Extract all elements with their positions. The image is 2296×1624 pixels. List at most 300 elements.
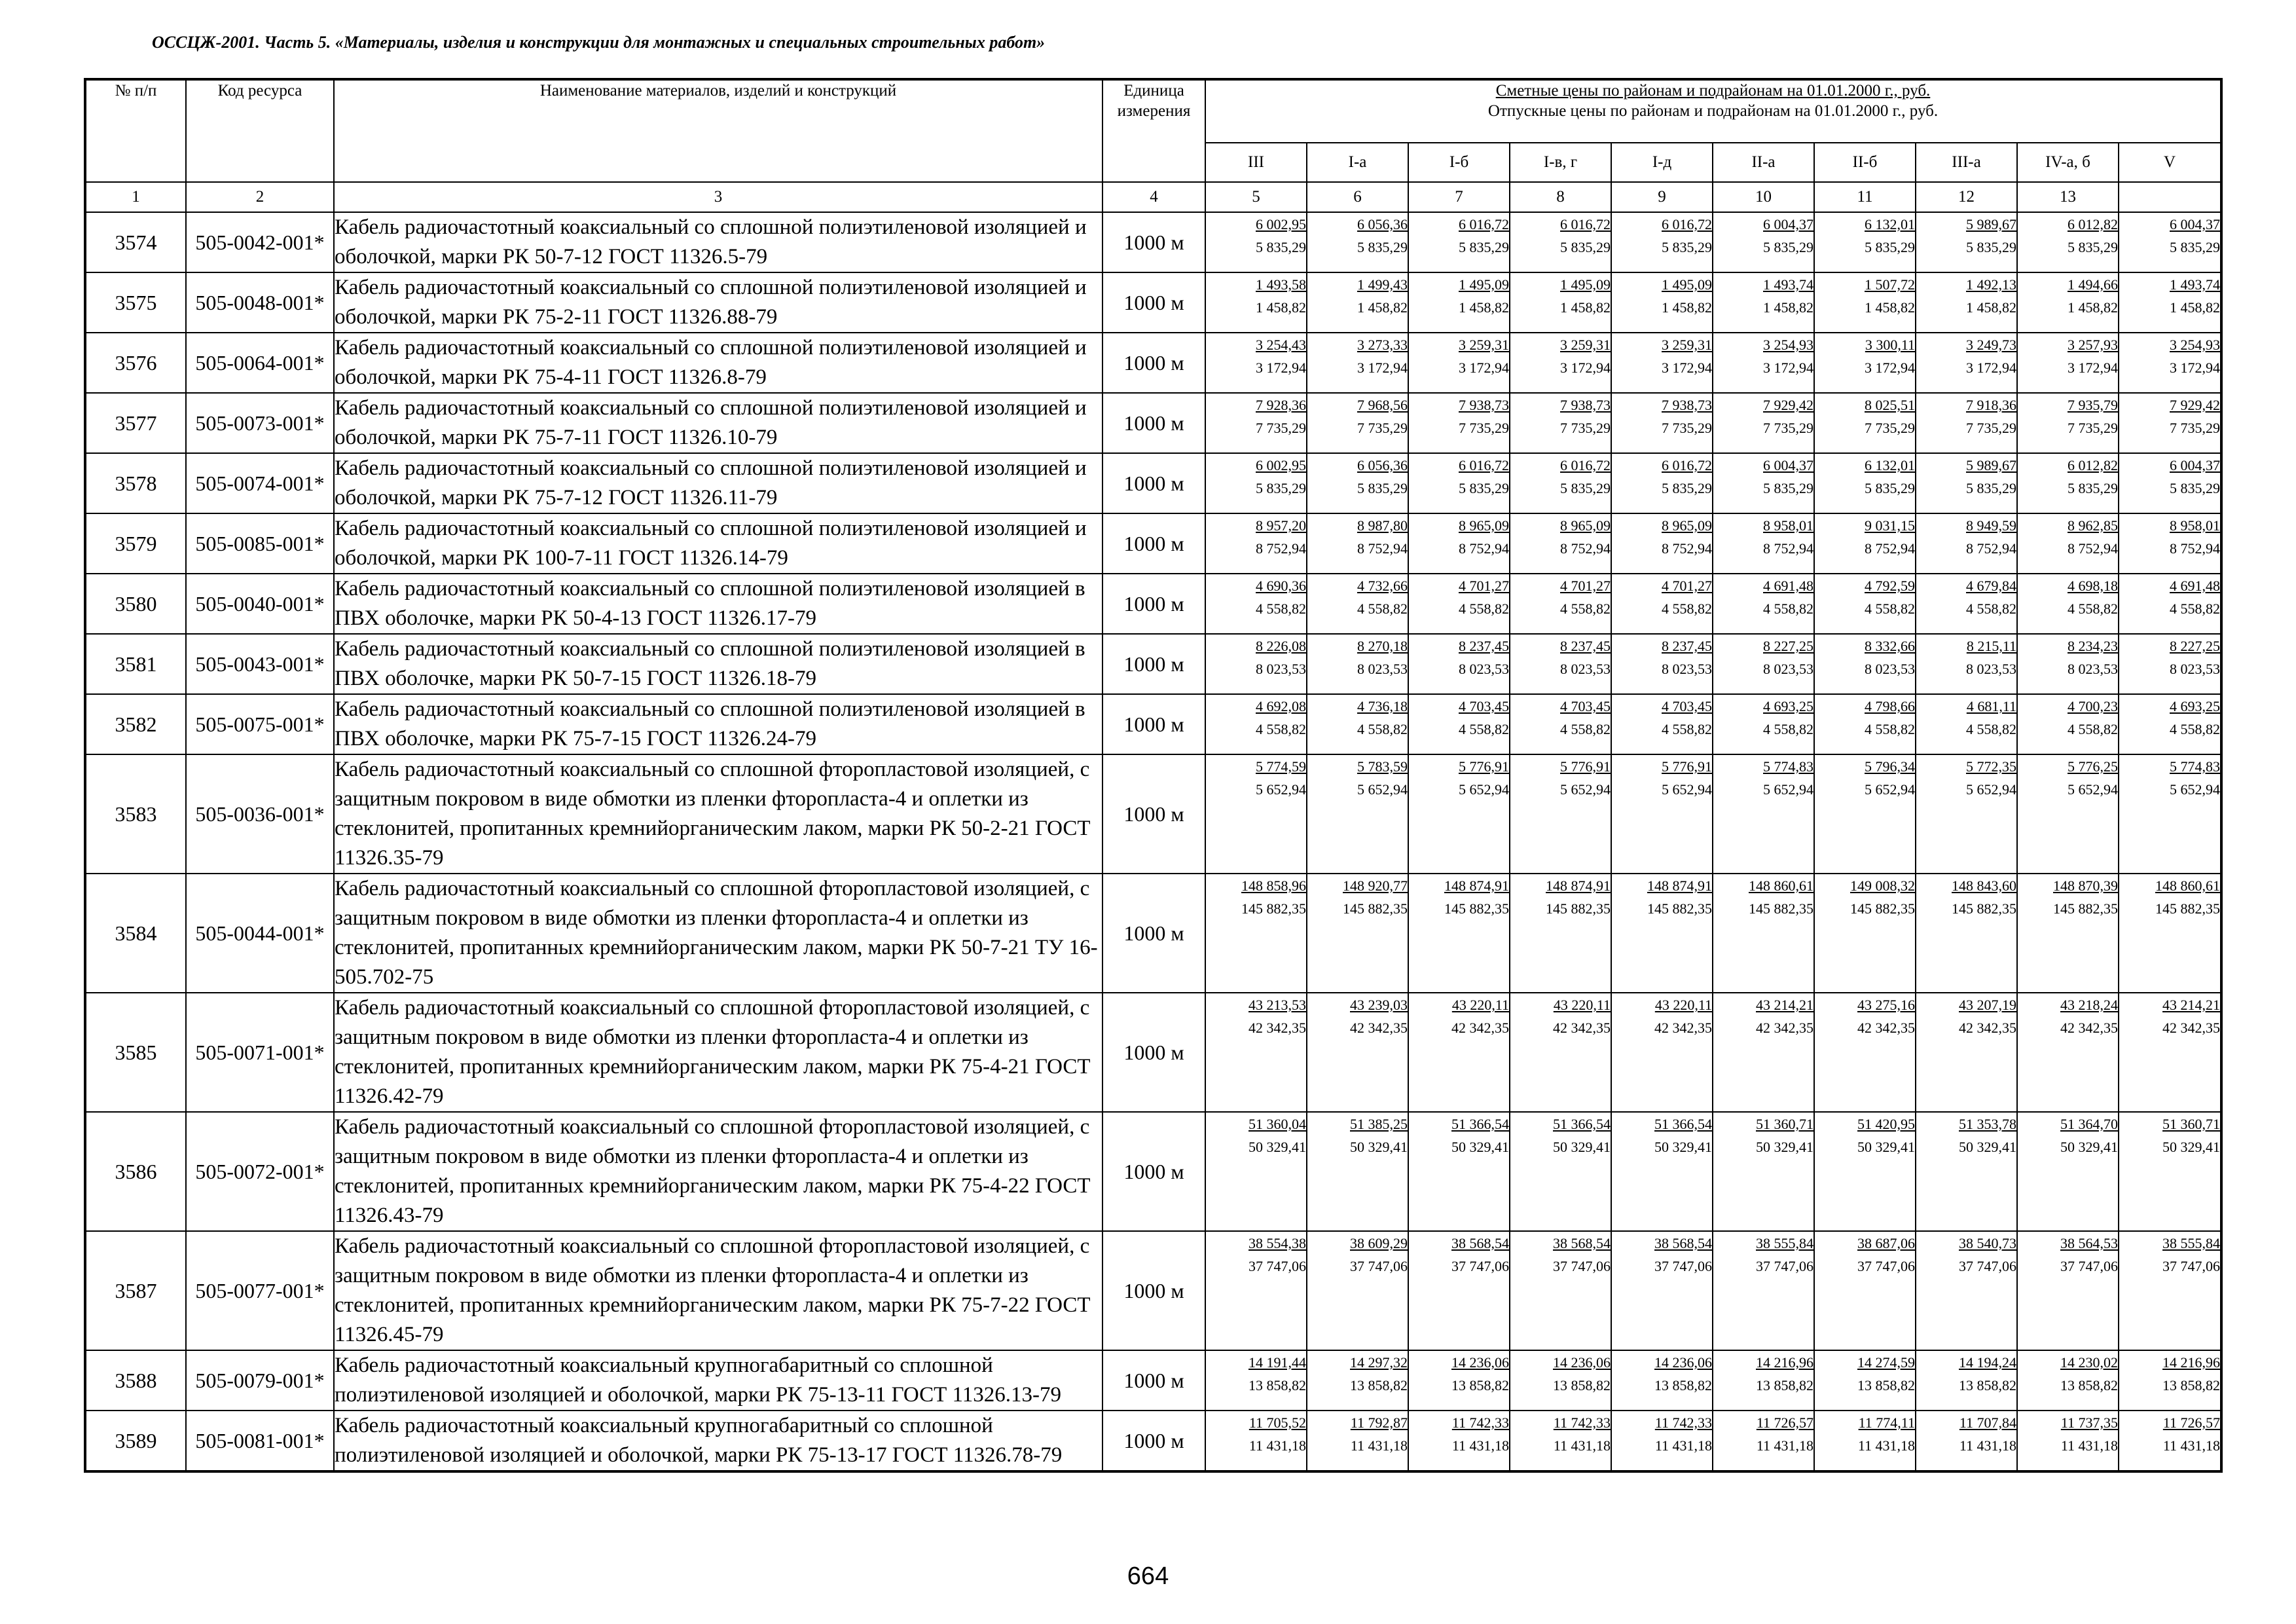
region-header: I-а (1307, 143, 1408, 182)
price-cell (1408, 212, 1510, 272)
price-cell (2119, 754, 2221, 874)
estimated-price: 3 259,31 (1459, 337, 1509, 353)
estimated-price: 51 364,70 (2060, 1116, 2118, 1132)
release-price: 4 558,82 (1357, 721, 1408, 738)
estimated-price: 14 236,06 (1654, 1354, 1712, 1371)
row-number: 3582 (85, 694, 186, 754)
running-title: ОССЦЖ-2001. Часть 5. «Материалы, изделия и конструкции для монтажных и специальных строительных работ» (152, 33, 1046, 52)
price-cell (1510, 634, 1611, 694)
region-header: I-в, г (1510, 143, 1611, 182)
release-price: 5 652,94 (1865, 781, 1915, 798)
unit-of-measure: 1000 м (1102, 634, 1205, 694)
price-cell (2017, 1112, 2119, 1231)
material-name: Кабель радиочастотный коаксиальный со сплошной полиэтиленовой изоляцией в ПВХ оболочке, марки РК 50-7-15 ГОСТ 11326.18-79 (334, 634, 1102, 694)
price-cell (1814, 513, 1916, 574)
release-price: 145 882,35 (1343, 900, 1408, 917)
row-number: 3588 (85, 1350, 186, 1411)
price-cell (1814, 1350, 1916, 1411)
release-price: 1 458,82 (1763, 299, 1813, 316)
resource-code: 505-0036-001* (186, 754, 334, 874)
estimated-price: 38 555,84 (2162, 1235, 2221, 1251)
price-cell (1408, 874, 1510, 993)
price-cell (2119, 874, 2221, 993)
price-cell (1916, 1231, 2017, 1350)
release-price: 5 835,29 (1459, 480, 1509, 497)
unit-of-measure: 1000 м (1102, 453, 1205, 513)
estimated-price: 1 507,72 (1865, 276, 1915, 293)
price-cell (1916, 874, 2017, 993)
resource-code: 505-0073-001* (186, 393, 334, 453)
release-price: 7 735,29 (1357, 420, 1408, 437)
estimated-price: 8 965,09 (1662, 517, 1712, 534)
estimated-price: 5 796,34 (1865, 758, 1915, 775)
column-number: 11 (1814, 182, 1916, 212)
price-cell (2119, 634, 2221, 694)
material-name: Кабель радиочастотный коаксиальный со сплошной фторопластовой изоляцией, с защитным покровом в виде обмотки из пленки фторопласта-4 и оплетки из стеклонитей, пропитанных кремнийорганическим лаком, марки РК 75-4-21 ГОСТ 11326.42-79 (334, 993, 1102, 1112)
estimated-price: 5 783,59 (1357, 758, 1408, 775)
header-estimated-prices: Сметные цены по районам и подрайонам на 01.01.2000 г., руб. (1495, 82, 1931, 100)
column-number: 9 (1611, 182, 1713, 212)
release-price: 8 023,53 (1357, 661, 1408, 678)
table-row (85, 574, 2221, 634)
release-price: 37 747,06 (1553, 1258, 1611, 1275)
estimated-price: 4 732,66 (1357, 578, 1408, 594)
release-price: 5 835,29 (1865, 480, 1915, 497)
region-header: V (2119, 143, 2221, 182)
price-cell (1307, 874, 1408, 993)
price-cell (1307, 574, 1408, 634)
release-price: 1 458,82 (1256, 299, 1306, 316)
price-cell (1916, 694, 2017, 754)
release-price: 37 747,06 (1857, 1258, 1915, 1275)
release-price: 145 882,35 (1749, 900, 1813, 917)
estimated-price: 8 025,51 (1865, 397, 1915, 413)
price-cell (1916, 453, 2017, 513)
estimated-price: 4 701,27 (1662, 578, 1712, 594)
price-cell (1713, 1112, 1814, 1231)
estimated-price: 43 220,11 (1553, 997, 1611, 1013)
release-price: 7 735,29 (1763, 420, 1813, 437)
resource-code: 505-0072-001* (186, 1112, 334, 1231)
price-cell (1814, 694, 1916, 754)
price-cell (1408, 272, 1510, 333)
price-cell (2017, 634, 2119, 694)
release-price: 5 652,94 (1256, 781, 1306, 798)
estimated-price: 14 191,44 (1248, 1354, 1306, 1371)
release-price: 4 558,82 (2068, 721, 2118, 738)
release-price: 11 431,18 (1756, 1437, 1813, 1454)
estimated-price: 4 736,18 (1357, 698, 1408, 714)
estimated-price: 14 297,32 (1350, 1354, 1408, 1371)
resource-code: 505-0085-001* (186, 513, 334, 574)
release-price: 50 329,41 (1959, 1139, 2016, 1156)
price-cell (2119, 333, 2221, 393)
release-price: 13 858,82 (1350, 1377, 1408, 1394)
price-cell (2119, 212, 2221, 272)
price-cell (2017, 513, 2119, 574)
price-cell (1205, 574, 1307, 634)
release-price: 5 835,29 (1357, 239, 1408, 256)
estimated-price: 14 230,02 (2060, 1354, 2118, 1371)
estimated-price: 51 353,78 (1959, 1116, 2016, 1132)
release-price: 7 735,29 (1256, 420, 1306, 437)
release-price: 37 747,06 (1959, 1258, 2016, 1275)
price-cell (1611, 212, 1713, 272)
price-cell (1713, 634, 1814, 694)
release-price: 8 023,53 (1560, 661, 1611, 678)
price-cell (1611, 333, 1713, 393)
estimated-price: 6 016,72 (1662, 216, 1712, 232)
region-header: II-а (1713, 143, 1814, 182)
release-price: 11 431,18 (1350, 1437, 1408, 1454)
price-cell (1307, 1411, 1408, 1471)
resource-code: 505-0040-001* (186, 574, 334, 634)
price-cell (1713, 453, 1814, 513)
release-price: 1 458,82 (1865, 299, 1915, 316)
estimated-price: 38 568,54 (1553, 1235, 1611, 1251)
estimated-price: 38 568,54 (1654, 1235, 1712, 1251)
estimated-price: 11 742,33 (1553, 1414, 1611, 1431)
price-cell (1408, 1231, 1510, 1350)
release-price: 4 558,82 (1459, 600, 1509, 618)
estimated-price: 43 214,21 (1756, 997, 1813, 1013)
estimated-price: 1 493,74 (2170, 276, 2221, 293)
release-price: 4 558,82 (1662, 600, 1712, 618)
estimated-price: 6 132,01 (1865, 216, 1915, 232)
estimated-price: 8 227,25 (1763, 638, 1813, 654)
release-price: 4 558,82 (1865, 721, 1915, 738)
estimated-price: 38 564,53 (2060, 1235, 2118, 1251)
resource-code: 505-0075-001* (186, 694, 334, 754)
release-price: 11 431,18 (1553, 1437, 1611, 1454)
estimated-price: 148 920,77 (1343, 877, 1408, 894)
release-price: 5 835,29 (1256, 239, 1306, 256)
estimated-price: 8 962,85 (2068, 517, 2118, 534)
region-header: II-б (1814, 143, 1916, 182)
price-cell (1307, 993, 1408, 1112)
price-cell (1713, 993, 1814, 1112)
estimated-price: 8 237,45 (1560, 638, 1611, 654)
release-price: 37 747,06 (1654, 1258, 1712, 1275)
price-cell (1916, 212, 2017, 272)
price-cell (1611, 393, 1713, 453)
unit-of-measure: 1000 м (1102, 212, 1205, 272)
estimated-price: 8 237,45 (1459, 638, 1509, 654)
release-price: 145 882,35 (1546, 900, 1611, 917)
release-price: 5 835,29 (1662, 480, 1712, 497)
estimated-price: 3 254,43 (1256, 337, 1306, 353)
price-cell (1510, 1350, 1611, 1411)
estimated-price: 4 693,25 (2170, 698, 2221, 714)
price-cell (1814, 574, 1916, 634)
estimated-price: 51 360,71 (2162, 1116, 2221, 1132)
price-cell (1713, 513, 1814, 574)
release-price: 5 835,29 (1763, 480, 1813, 497)
release-price: 8 752,94 (1357, 540, 1408, 557)
estimated-price: 8 949,59 (1966, 517, 2016, 534)
unit-of-measure: 1000 м (1102, 694, 1205, 754)
estimated-price: 11 726,57 (1756, 1414, 1813, 1431)
price-cell (1611, 754, 1713, 874)
estimated-price: 43 207,19 (1959, 997, 2016, 1013)
price-cell (1713, 574, 1814, 634)
estimated-price: 6 016,72 (1560, 216, 1611, 232)
release-price: 5 652,94 (1966, 781, 2016, 798)
column-number: 8 (1510, 182, 1611, 212)
price-cell (2017, 1411, 2119, 1471)
resource-code: 505-0064-001* (186, 333, 334, 393)
price-cell (1205, 694, 1307, 754)
table-row (85, 393, 2221, 453)
estimated-price: 4 703,45 (1662, 698, 1712, 714)
price-cell (1916, 1411, 2017, 1471)
price-cell (1205, 1112, 1307, 1231)
release-price: 1 458,82 (1560, 299, 1611, 316)
region-header: I-б (1408, 143, 1510, 182)
price-cell (1611, 874, 1713, 993)
release-price: 5 835,29 (1560, 480, 1611, 497)
price-cell (1205, 993, 1307, 1112)
release-price: 7 735,29 (1865, 420, 1915, 437)
price-cell (1611, 453, 1713, 513)
release-price: 5 835,29 (1763, 239, 1813, 256)
release-price: 8 023,53 (1256, 661, 1306, 678)
table-row (85, 212, 2221, 272)
price-cell (1713, 212, 1814, 272)
price-cell (1408, 333, 1510, 393)
estimated-price: 43 220,11 (1654, 997, 1712, 1013)
release-price: 8 023,53 (1662, 661, 1712, 678)
release-price: 7 735,29 (1459, 420, 1509, 437)
price-cell (1408, 1411, 1510, 1471)
price-cell (1814, 1411, 1916, 1471)
release-price: 145 882,35 (2053, 900, 2118, 917)
table-row (85, 694, 2221, 754)
price-cell (1814, 1112, 1916, 1231)
release-price: 7 735,29 (2068, 420, 2118, 437)
release-price: 11 431,18 (1959, 1437, 2016, 1454)
row-number: 3584 (85, 874, 186, 993)
estimated-price: 38 540,73 (1959, 1235, 2016, 1251)
release-price: 3 172,94 (1865, 360, 1915, 377)
release-price: 37 747,06 (1451, 1258, 1509, 1275)
column-number: 1 (85, 182, 186, 212)
estimated-price: 7 929,42 (2170, 397, 2221, 413)
estimated-price: 3 254,93 (2170, 337, 2221, 353)
release-price: 13 858,82 (1959, 1377, 2016, 1394)
estimated-price: 5 774,59 (1256, 758, 1306, 775)
price-table (84, 78, 2223, 1473)
release-price: 5 835,29 (1560, 239, 1611, 256)
estimated-price: 5 776,91 (1560, 758, 1611, 775)
estimated-price: 1 493,74 (1763, 276, 1813, 293)
estimated-price: 3 273,33 (1357, 337, 1408, 353)
price-cell (1713, 874, 1814, 993)
price-cell (1307, 1112, 1408, 1231)
release-price: 13 858,82 (2060, 1377, 2118, 1394)
release-price: 42 342,35 (1857, 1020, 1915, 1037)
release-price: 13 858,82 (1756, 1377, 1813, 1394)
price-cell (1814, 754, 1916, 874)
estimated-price: 3 249,73 (1966, 337, 2016, 353)
estimated-price: 4 700,23 (2068, 698, 2118, 714)
release-price: 4 558,82 (1560, 600, 1611, 618)
table-row (85, 272, 2221, 333)
release-price: 13 858,82 (1451, 1377, 1509, 1394)
estimated-price: 11 705,52 (1248, 1414, 1306, 1431)
price-cell (1510, 993, 1611, 1112)
estimated-price: 148 860,61 (1749, 877, 1813, 894)
release-price: 8 023,53 (1966, 661, 2016, 678)
price-cell (1510, 574, 1611, 634)
region-header: III-а (1916, 143, 2017, 182)
estimated-price: 4 703,45 (1560, 698, 1611, 714)
price-cell (1205, 393, 1307, 453)
estimated-price: 14 216,96 (1756, 1354, 1813, 1371)
release-price: 8 752,94 (1966, 540, 2016, 557)
estimated-price: 8 965,09 (1560, 517, 1611, 534)
estimated-price: 3 259,31 (1560, 337, 1611, 353)
estimated-price: 148 870,39 (2053, 877, 2118, 894)
release-price: 1 458,82 (1966, 299, 2016, 316)
release-price: 5 835,29 (1459, 239, 1509, 256)
estimated-price: 5 774,83 (1763, 758, 1813, 775)
release-price: 37 747,06 (1248, 1258, 1306, 1275)
release-price: 3 172,94 (1357, 360, 1408, 377)
release-price: 7 735,29 (1560, 420, 1611, 437)
price-cell (1611, 1112, 1713, 1231)
material-name: Кабель радиочастотный коаксиальный крупногабаритный со сплошной полиэтиленовой изоляцией и оболочкой, марки РК 75-13-17 ГОСТ 11326.78-79 (334, 1411, 1102, 1471)
price-cell (1408, 754, 1510, 874)
column-number: 10 (1713, 182, 1814, 212)
estimated-price: 51 366,54 (1654, 1116, 1712, 1132)
estimated-price: 6 004,37 (1763, 216, 1813, 232)
release-price: 4 558,82 (1357, 600, 1408, 618)
estimated-price: 5 772,35 (1966, 758, 2016, 775)
table-row (85, 1411, 2221, 1471)
estimated-price: 7 929,42 (1763, 397, 1813, 413)
price-cell (2119, 513, 2221, 574)
release-price: 8 023,53 (1459, 661, 1509, 678)
row-number: 3583 (85, 754, 186, 874)
price-cell (2119, 993, 2221, 1112)
release-price: 5 652,94 (1560, 781, 1611, 798)
release-price: 7 735,29 (2170, 420, 2221, 437)
price-cell (1916, 333, 2017, 393)
row-number: 3581 (85, 634, 186, 694)
price-cell (1611, 272, 1713, 333)
release-price: 5 835,29 (1966, 480, 2016, 497)
material-name: Кабель радиочастотный коаксиальный со сплошной полиэтиленовой изоляцией и оболочкой, марки РК 100-7-11 ГОСТ 11326.14-79 (334, 513, 1102, 574)
price-cell (1510, 333, 1611, 393)
release-price: 13 858,82 (1248, 1377, 1306, 1394)
release-price: 4 558,82 (1662, 721, 1712, 738)
price-cell (1713, 1411, 1814, 1471)
estimated-price: 5 776,25 (2068, 758, 2118, 775)
release-price: 13 858,82 (1654, 1377, 1712, 1394)
release-price: 5 652,94 (1459, 781, 1509, 798)
price-cell (1205, 1411, 1307, 1471)
estimated-price: 4 679,84 (1966, 578, 2016, 594)
price-cell (2017, 393, 2119, 453)
table-row (85, 453, 2221, 513)
table-body (85, 212, 2221, 1471)
release-price: 5 835,29 (1256, 480, 1306, 497)
price-cell (1307, 1231, 1408, 1350)
column-number: 7 (1408, 182, 1510, 212)
release-price: 42 342,35 (1959, 1020, 2016, 1037)
price-cell (1916, 1112, 2017, 1231)
price-cell (1510, 212, 1611, 272)
price-cell (1916, 513, 2017, 574)
estimated-price: 11 742,33 (1654, 1414, 1712, 1431)
estimated-price: 148 874,91 (1546, 877, 1611, 894)
price-cell (1814, 333, 1916, 393)
release-price: 1 458,82 (1459, 299, 1509, 316)
release-price: 50 329,41 (1654, 1139, 1712, 1156)
table-row (85, 1112, 2221, 1231)
estimated-price: 6 012,82 (2068, 457, 2118, 473)
estimated-price: 4 701,27 (1459, 578, 1509, 594)
price-cell (2017, 333, 2119, 393)
release-price: 5 652,94 (1662, 781, 1712, 798)
row-number: 3580 (85, 574, 186, 634)
price-cell (1814, 272, 1916, 333)
estimated-price: 6 016,72 (1459, 216, 1509, 232)
release-price: 8 752,94 (1662, 540, 1712, 557)
release-price: 5 652,94 (2068, 781, 2118, 798)
table-row (85, 993, 2221, 1112)
material-name: Кабель радиочастотный коаксиальный крупногабаритный со сплошной полиэтиленовой изоляцией и оболочкой, марки РК 75-13-11 ГОСТ 11326.13-79 (334, 1350, 1102, 1411)
price-cell (1611, 1411, 1713, 1471)
estimated-price: 6 056,36 (1357, 216, 1408, 232)
unit-of-measure: 1000 м (1102, 333, 1205, 393)
price-cell (2017, 212, 2119, 272)
price-cell (1408, 453, 1510, 513)
release-price: 13 858,82 (1553, 1377, 1611, 1394)
release-price: 50 329,41 (1248, 1139, 1306, 1156)
release-price: 5 835,29 (2068, 480, 2118, 497)
price-cell (1713, 694, 1814, 754)
release-price: 1 458,82 (1662, 299, 1712, 316)
release-price: 145 882,35 (1241, 900, 1306, 917)
estimated-price: 4 692,08 (1256, 698, 1306, 714)
column-number: 2 (186, 182, 334, 212)
unit-of-measure: 1000 м (1102, 1411, 1205, 1471)
estimated-price: 8 270,18 (1357, 638, 1408, 654)
estimated-price: 51 360,04 (1248, 1116, 1306, 1132)
price-cell (1307, 694, 1408, 754)
price-cell (1307, 272, 1408, 333)
resource-code: 505-0074-001* (186, 453, 334, 513)
estimated-price: 4 693,25 (1763, 698, 1813, 714)
price-cell (1205, 453, 1307, 513)
row-number: 3577 (85, 393, 186, 453)
estimated-price: 148 860,61 (2155, 877, 2221, 894)
estimated-price: 7 918,36 (1966, 397, 2016, 413)
estimated-price: 1 495,09 (1459, 276, 1509, 293)
price-cell (1916, 1350, 2017, 1411)
price-cell (1205, 754, 1307, 874)
release-price: 5 652,94 (1763, 781, 1813, 798)
estimated-price: 7 938,73 (1560, 397, 1611, 413)
estimated-price: 7 938,73 (1459, 397, 1509, 413)
resource-code: 505-0077-001* (186, 1231, 334, 1350)
release-price: 8 752,94 (1865, 540, 1915, 557)
estimated-price: 51 360,71 (1756, 1116, 1813, 1132)
estimated-price: 8 227,25 (2170, 638, 2221, 654)
estimated-price: 1 493,58 (1256, 276, 1306, 293)
